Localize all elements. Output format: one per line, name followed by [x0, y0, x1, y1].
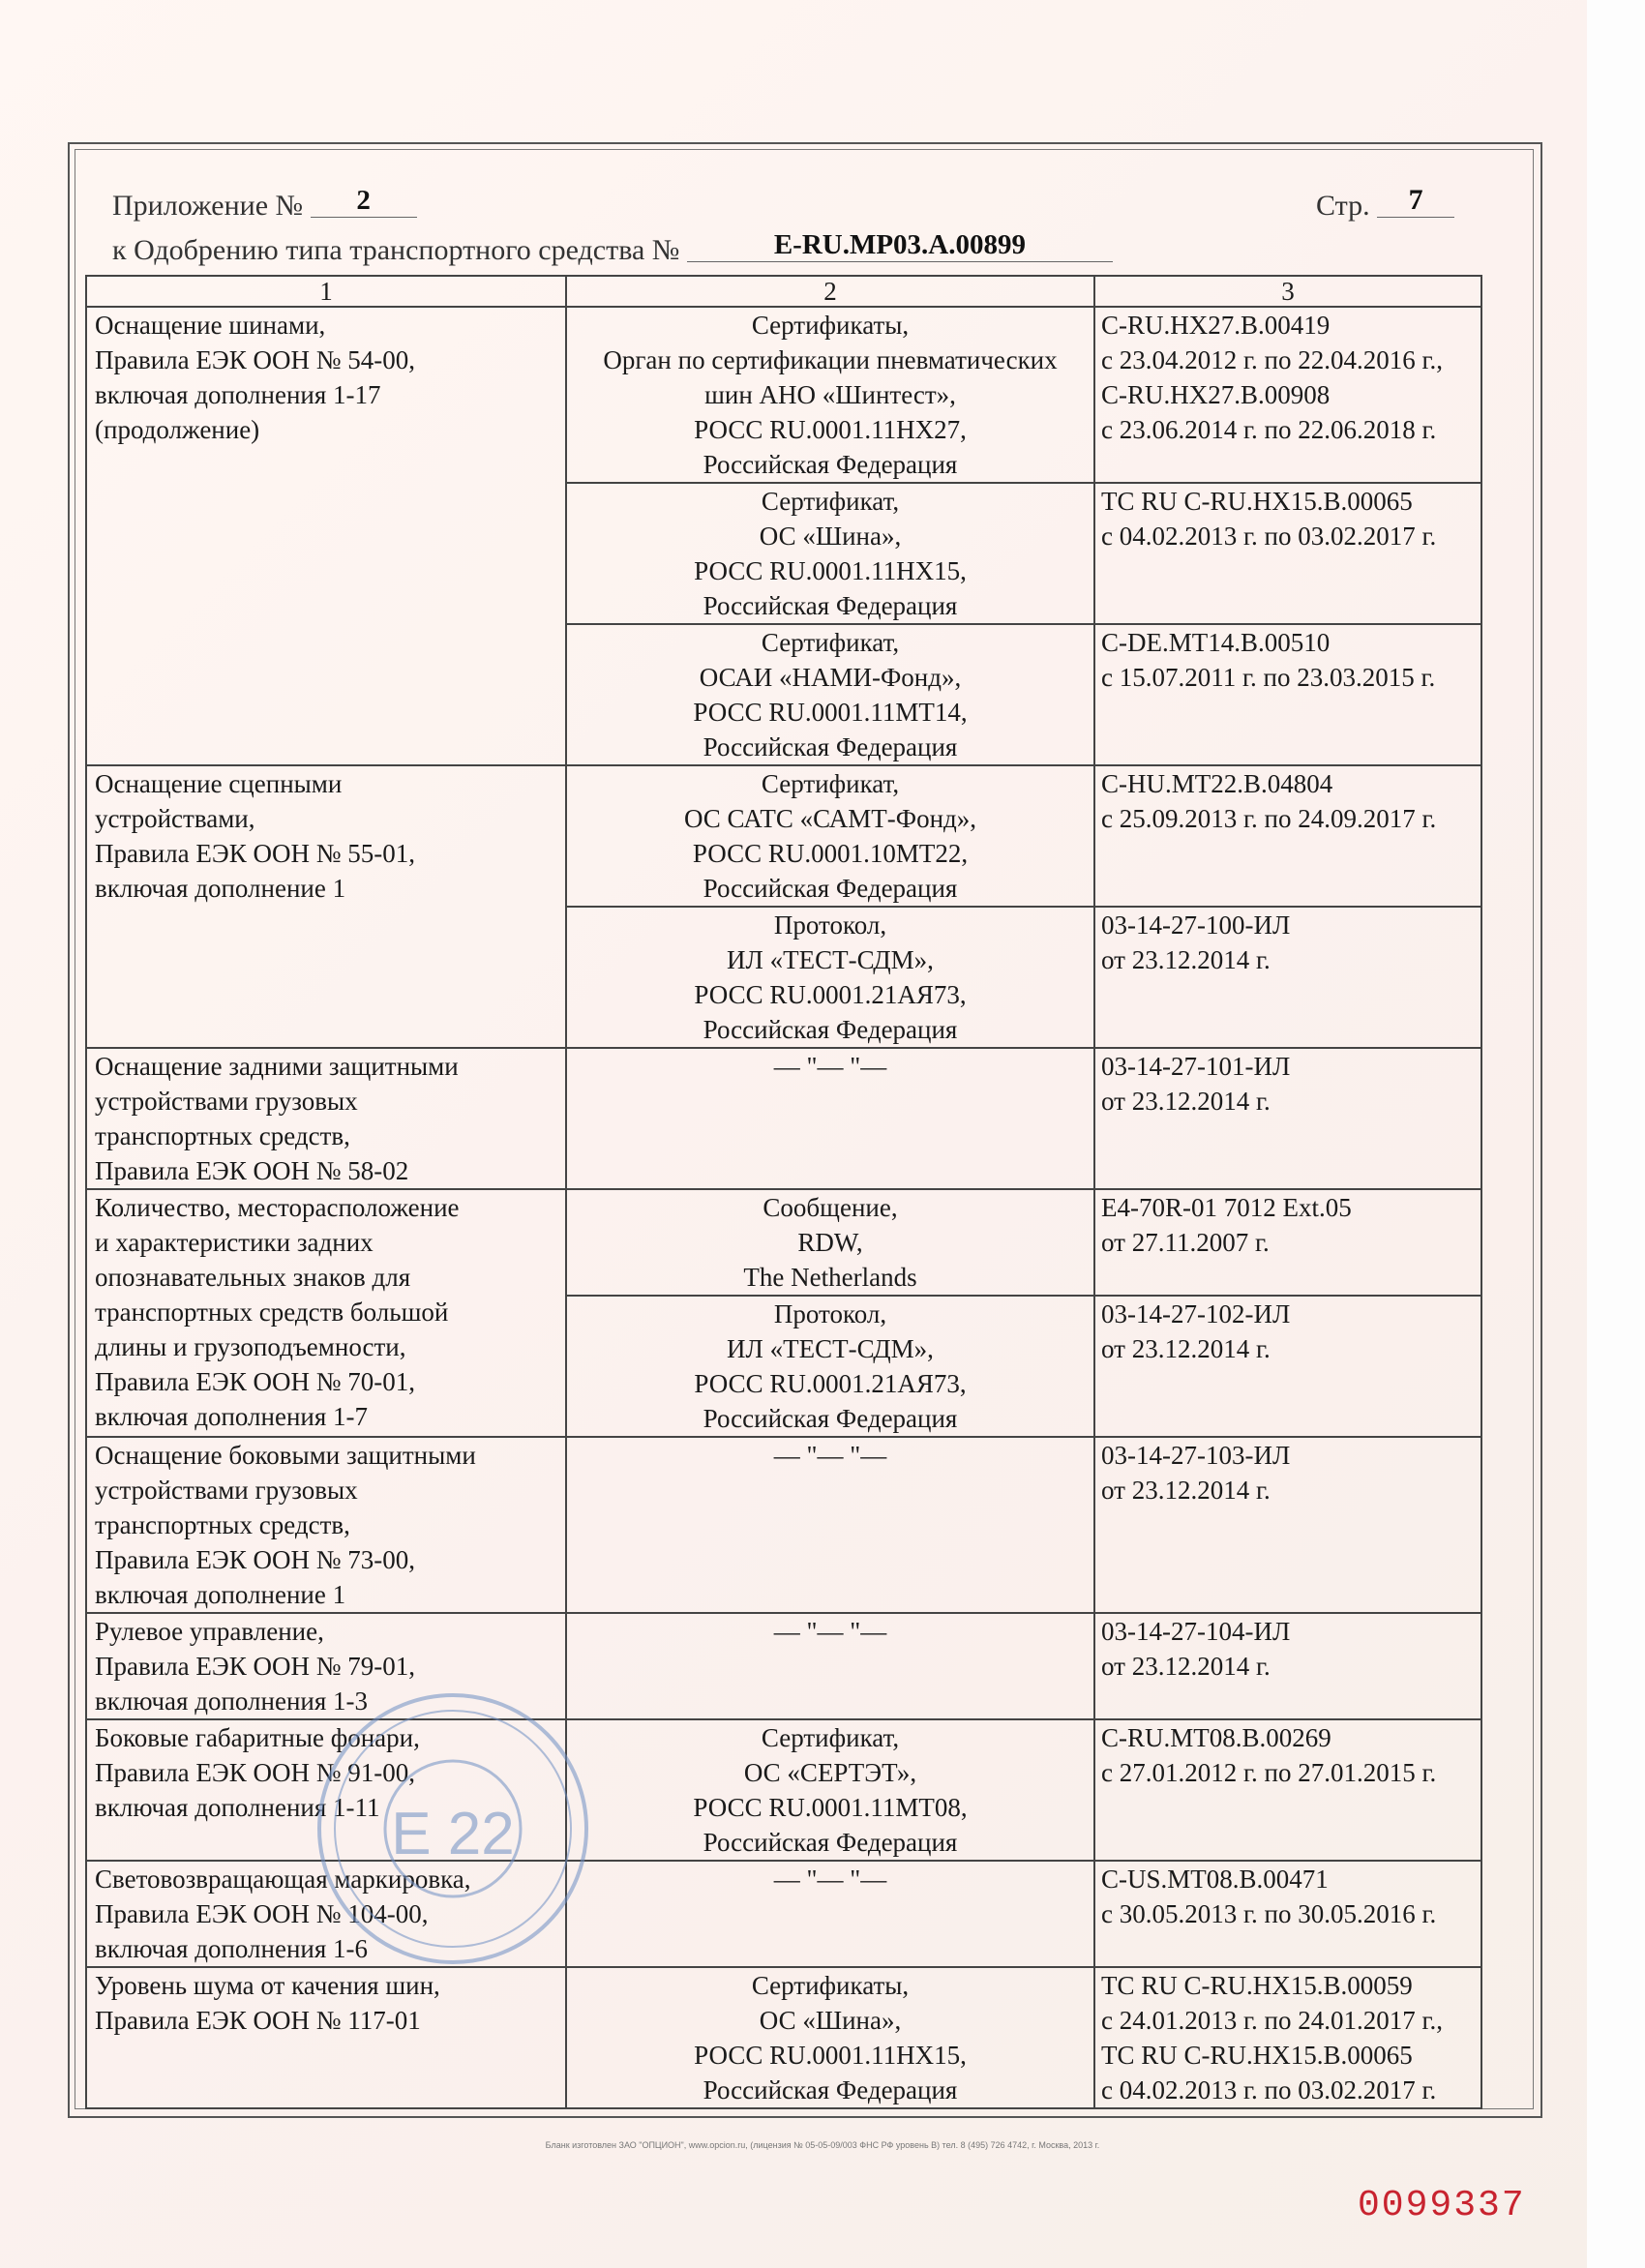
requirement-cell-line: Правила ЕЭК ООН № 55-01, [95, 839, 415, 868]
number-date-cell [1094, 624, 1481, 765]
stamp-mark: E 22 [391, 1801, 515, 1867]
document-cell [566, 1296, 1094, 1437]
requirement-cell-line: включая дополнения 1-6 [95, 1934, 369, 1963]
number-date-cell-line: C-DE.MT14.B.00510 [1101, 628, 1331, 657]
requirement-cell-line: опознавательных знаков для [95, 1263, 411, 1292]
requirement-cell-line: включая дополнения 1-3 [95, 1686, 369, 1716]
document-cell-line: Российская Федерация [703, 1404, 958, 1433]
table-row [86, 1719, 1481, 1861]
document-cell-line: — "— "— [773, 1441, 887, 1470]
requirement-cell-line: Правила ЕЭК ООН № 104-00, [95, 1899, 429, 1928]
column-number: 1 [86, 276, 566, 307]
document-cell [566, 1048, 1094, 1189]
document-cell-line: РОСС RU.0001.11НХ15, [694, 2041, 967, 2070]
requirement-cell-line: транспортных средств, [95, 1121, 350, 1150]
number-date-cell [1094, 307, 1481, 483]
requirement-cell-line: включая дополнения 1-17 [95, 380, 381, 409]
number-date-cell-line: от 23.12.2014 г. [1101, 1652, 1271, 1681]
requirement-cell [86, 1189, 566, 1437]
document-cell-line: The Netherlands [743, 1263, 917, 1292]
document-cell-line: ИЛ «ТЕСТ-СДМ», [727, 1334, 934, 1363]
document-cell [566, 1189, 1094, 1296]
number-date-cell-line: 03-14-27-102-ИЛ [1101, 1299, 1291, 1328]
requirement-cell-line: Оснащение шинами, [95, 311, 326, 340]
column-number: 3 [1094, 276, 1481, 307]
requirement-cell [86, 1437, 566, 1613]
document-cell-line: RDW, [797, 1228, 863, 1257]
number-date-cell-line: с 30.05.2013 г. по 30.05.2016 г. [1101, 1899, 1437, 1928]
document-cell-line: РОСС RU.0001.11МТ14, [693, 698, 968, 727]
serial-number: 0099337 [1358, 2185, 1526, 2226]
requirement-cell-line: Количество, месторасположение [95, 1193, 460, 1222]
requirement-cell-line: устройствами грузовых [95, 1087, 358, 1116]
document-cell-line: РОСС RU.0001.11НХ15, [694, 556, 967, 585]
document-cell-line: — "— "— [773, 1865, 887, 1894]
number-date-cell-line: с 25.09.2013 г. по 24.09.2017 г. [1101, 804, 1437, 833]
requirement-cell-line: включая дополнения 1-11 [95, 1793, 380, 1822]
number-date-cell-line: C-RU.HX27.B.00908 [1101, 380, 1331, 409]
number-date-cell-line: с 27.01.2012 г. по 27.01.2015 г. [1101, 1758, 1437, 1787]
requirement-cell-line: Уровень шума от качения шин, [95, 1971, 440, 2000]
document-cell-line: Российская Федерация [703, 1828, 958, 1857]
number-date-cell [1094, 483, 1481, 624]
number-date-cell-line: с 04.02.2013 г. по 03.02.2017 г. [1101, 522, 1437, 551]
number-date-cell [1094, 1437, 1481, 1613]
document-cell-line: Сертификат, [761, 628, 900, 657]
appendix-number: 2 [311, 185, 417, 218]
document-cell-line: Протокол, [773, 1299, 887, 1328]
number-date-cell [1094, 1967, 1481, 2108]
number-date-cell [1094, 1296, 1481, 1437]
document-cell [566, 765, 1094, 907]
number-date-cell-line: 03-14-27-104-ИЛ [1101, 1617, 1291, 1646]
certificates-table [85, 275, 1482, 2109]
requirement-cell-line: устройствами грузовых [95, 1476, 358, 1505]
requirement-cell [86, 1967, 566, 2108]
document-cell-line: ОС «Шина», [759, 522, 902, 551]
document-cell-line: РОСС RU.0001.11НХ27, [694, 415, 967, 444]
number-date-cell [1094, 907, 1481, 1048]
document-cell [566, 624, 1094, 765]
requirement-cell-line: длины и грузоподъемности, [95, 1332, 406, 1361]
requirement-cell-line: Правила ЕЭК ООН № 58-02 [95, 1156, 409, 1185]
document-cell-line: Российская Федерация [703, 732, 958, 761]
requirement-cell-line: Оснащение сцепными [95, 769, 343, 798]
document-cell [566, 307, 1094, 483]
requirement-cell [86, 1048, 566, 1189]
requirement-cell-line: Правила ЕЭК ООН № 54-00, [95, 345, 415, 374]
number-date-cell-line: с 23.06.2014 г. по 22.06.2018 г. [1101, 415, 1437, 444]
number-date-cell-line: TC RU C-RU.HX15.B.00065 [1101, 487, 1413, 516]
column-number: 2 [566, 276, 1094, 307]
document-cell-line: Сертификаты, [751, 1971, 910, 2000]
requirement-cell-line: Рулевое управление, [95, 1617, 324, 1646]
requirement-cell-line: Правила ЕЭК ООН № 117-01 [95, 2006, 421, 2035]
document-cell-line: Сертификат, [761, 1723, 900, 1752]
appendix-heading [112, 185, 417, 224]
round-seal-stamp [308, 1684, 598, 1974]
number-date-cell-line: 03-14-27-103-ИЛ [1101, 1441, 1291, 1470]
requirement-cell-line: включая дополнения 1-7 [95, 1402, 369, 1431]
requirement-cell-line: Оснащение задними защитными [95, 1052, 459, 1081]
column-number-row [86, 276, 1481, 307]
table-row [86, 307, 1481, 483]
table-row [86, 1437, 1481, 1613]
requirement-cell [86, 765, 566, 1048]
number-date-cell [1094, 1719, 1481, 1861]
number-date-cell-line: от 23.12.2014 г. [1101, 1476, 1271, 1505]
document-cell [566, 1613, 1094, 1719]
document-cell-line: Российская Федерация [703, 2075, 958, 2104]
requirement-cell-line: включая дополнение 1 [95, 1580, 346, 1609]
document-cell-line: РОСС RU.0001.21АЯ73, [694, 1369, 967, 1398]
document-cell-line: Орган по сертификации пневматических [603, 345, 1058, 374]
document-cell-line: Сертификаты, [751, 311, 910, 340]
document-cell-line: РОСС RU.0001.11МТ08, [693, 1793, 968, 1822]
requirement-cell-line: Правила ЕЭК ООН № 79-01, [95, 1652, 415, 1681]
document-cell-line: Протокол, [773, 910, 887, 940]
number-date-cell-line: C-HU.MT22.B.04804 [1101, 769, 1333, 798]
approval-label: к Одобрению типа транспортного средства № [112, 234, 680, 266]
document-cell-line: Российская Федерация [703, 591, 958, 620]
number-date-cell [1094, 1613, 1481, 1719]
document-cell-line: РОСС RU.0001.21АЯ73, [694, 980, 967, 1009]
table-row [86, 1967, 1481, 2108]
requirement-cell-line: Правила ЕЭК ООН № 70-01, [95, 1367, 415, 1396]
number-date-cell [1094, 1861, 1481, 1967]
requirement-cell-line: устройствами, [95, 804, 255, 833]
number-date-cell-line: TC RU C-RU.HX15.B.00065 [1101, 2041, 1413, 2070]
number-date-cell-line: 03-14-27-100-ИЛ [1101, 910, 1291, 940]
table-row [86, 1048, 1481, 1189]
number-date-cell-line: C-US.MT08.B.00471 [1101, 1865, 1329, 1894]
appendix-label: Приложение № [112, 190, 304, 222]
approval-heading [112, 229, 1113, 268]
table-row [86, 1613, 1481, 1719]
number-date-cell-line: C-RU.MT08.B.00269 [1101, 1723, 1331, 1752]
document-cell-line: РОСС RU.0001.10МТ22, [692, 839, 969, 868]
page-number: 7 [1377, 184, 1454, 218]
number-date-cell-line: с 04.02.2013 г. по 03.02.2017 г. [1101, 2075, 1437, 2104]
scan-margin [1587, 0, 1645, 2268]
requirement-cell [86, 307, 566, 765]
document-cell-line: Российская Федерация [703, 874, 958, 903]
number-date-cell [1094, 1189, 1481, 1296]
table-row [86, 765, 1481, 907]
document-cell-line: Российская Федерация [703, 1015, 958, 1044]
requirement-cell-line: (продолжение) [95, 415, 260, 444]
requirement-cell-line: Оснащение боковыми защитными [95, 1441, 476, 1470]
document-cell-line: Сертификат, [761, 769, 900, 798]
document-cell-line: ИЛ «ТЕСТ-СДМ», [727, 945, 934, 974]
number-date-cell-line: от 27.11.2007 г. [1101, 1228, 1270, 1257]
number-date-cell-line: C-RU.HX27.B.00419 [1101, 311, 1331, 340]
requirement-cell-line: Правила ЕЭК ООН № 91-00, [95, 1758, 415, 1787]
document-cell-line: ОС «СЕРТЭТ», [743, 1758, 917, 1787]
number-date-cell-line: TC RU C-RU.HX15.B.00059 [1101, 1971, 1413, 2000]
document-cell [566, 1437, 1094, 1613]
document-cell-line: ОС «Шина», [759, 2006, 902, 2035]
number-date-cell [1094, 765, 1481, 907]
number-date-cell-line: 03-14-27-101-ИЛ [1101, 1052, 1291, 1081]
number-date-cell-line: E4-70R-01 7012 Ext.05 [1101, 1193, 1352, 1222]
requirement-cell-line: Правила ЕЭК ООН № 73-00, [95, 1545, 415, 1574]
document-cell-line: Сообщение, [763, 1193, 898, 1222]
printer-note: Бланк изготовлен ЗАО "ОПЦИОН", www.opcion.ru, (лицензия № 05-05-09/003 ФНС РФ уровень В) тел. 8 (495) 726 4742, г. Москва, 2013 г. [545, 2140, 1100, 2150]
table-row [86, 1861, 1481, 1967]
document-cell [566, 483, 1094, 624]
document-cell-line: шин АНО «Шинтест», [704, 380, 956, 409]
number-date-cell-line: от 23.12.2014 г. [1101, 1334, 1271, 1363]
requirement-cell-line: и характеристики задних [95, 1228, 374, 1257]
document-cell-line: — "— "— [773, 1617, 887, 1646]
number-date-cell-line: от 23.12.2014 г. [1101, 945, 1271, 974]
document-cell [566, 907, 1094, 1048]
number-date-cell-line: от 23.12.2014 г. [1101, 1087, 1271, 1116]
requirement-cell-line: включая дополнение 1 [95, 874, 346, 903]
document-cell [566, 1719, 1094, 1861]
document-cell-line: ОС САТС «САМТ-Фонд», [683, 804, 977, 833]
table-row [86, 1189, 1481, 1296]
document-cell-line: Российская Федерация [703, 450, 958, 479]
requirement-cell-line: Световозвращающая маркировка, [95, 1865, 471, 1894]
page-heading [1316, 184, 1454, 224]
requirement-cell-line: Боковые габаритные фонари, [95, 1723, 420, 1752]
requirement-cell-line: транспортных средств, [95, 1510, 350, 1539]
approval-number: E-RU.MP03.A.00899 [687, 229, 1113, 262]
number-date-cell-line: с 24.01.2013 г. по 24.01.2017 г., [1101, 2006, 1443, 2035]
number-date-cell-line: с 23.04.2012 г. по 22.04.2016 г., [1101, 345, 1443, 374]
document-cell-line: ОСАИ «НАМИ-Фонд», [699, 663, 962, 692]
page-label: Стр. [1316, 190, 1370, 222]
requirement-cell-line: транспортных средств большой [95, 1298, 449, 1327]
number-date-cell-line: с 15.07.2011 г. по 23.03.2015 г. [1101, 663, 1436, 692]
document-cell [566, 1861, 1094, 1967]
number-date-cell [1094, 1048, 1481, 1189]
document-cell [566, 1967, 1094, 2108]
document-cell-line: Сертификат, [761, 487, 900, 516]
document-cell-line: — "— "— [773, 1052, 887, 1081]
